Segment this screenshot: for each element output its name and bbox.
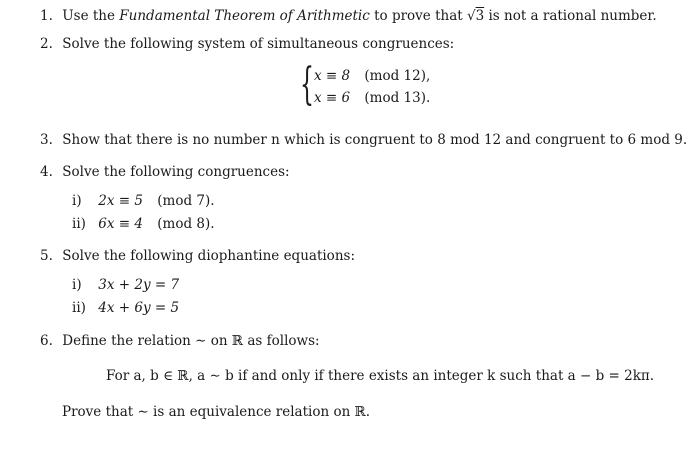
problem-4 — [40, 164, 290, 180]
sub-item-expr: 6x ≡ 4 — [98, 216, 143, 232]
problem-text: Solve the following congruences: — [62, 164, 290, 180]
sub-item-expr: 2x ≡ 5 — [98, 193, 143, 209]
problem-number: 1. — [40, 8, 53, 24]
system-lhs: x ≡ 6 — [314, 90, 351, 106]
problem-1 — [40, 8, 657, 24]
sqrt-symbol: √ — [466, 8, 476, 24]
problem-text: Solve the following diophantine equations: — [62, 248, 355, 264]
problem-text: is not a rational number. — [484, 8, 657, 24]
problem-number: 2. — [40, 36, 53, 52]
problem-number: 6. — [40, 333, 53, 349]
problem-text: Solve the following system of simultaneous congruences: — [62, 36, 455, 52]
sub-item — [72, 300, 179, 316]
sub-item-expr: 4x + 6y = 5 — [98, 300, 180, 316]
definition-text: For a, b ∈ ℝ, a ∼ b if and only if there exists an integer k such that a − b = 2kπ. — [106, 368, 655, 384]
problem-5 — [40, 248, 355, 264]
problem-text: Use the — [62, 8, 120, 24]
conclusion-text: Prove that ∼ is an equivalence relation on ℝ. — [62, 404, 371, 420]
system-row — [314, 68, 430, 84]
sqrt-argument: 3 — [475, 8, 485, 24]
system-row — [314, 90, 430, 106]
sub-item-mod: (mod 8). — [157, 216, 215, 232]
left-brace-icon: { — [300, 59, 314, 110]
problem-6 — [40, 333, 320, 349]
sub-item-label: ii) — [72, 216, 86, 232]
sub-item-mod: (mod 7). — [157, 193, 215, 209]
problem-text: Define the relation ∼ on ℝ as follows: — [62, 333, 320, 349]
problem-2 — [40, 36, 454, 52]
congruence-system — [300, 59, 500, 112]
conclusion — [62, 404, 370, 420]
sub-item-label: i) — [72, 277, 82, 293]
problem-3 — [40, 132, 687, 148]
problem-number: 5. — [40, 248, 53, 264]
sub-item — [72, 277, 179, 293]
sub-item-expr: 3x + 2y = 7 — [98, 277, 180, 293]
sub-item-label: ii) — [72, 300, 86, 316]
problem-text: to prove that — [369, 8, 467, 24]
theorem-name: Fundamental Theorem of Arithmetic — [119, 8, 370, 24]
relation-definition — [106, 368, 654, 384]
problem-text: Show that there is no number n which is congruent to 8 mod 12 and congruent to 6 mod 9. — [62, 132, 688, 148]
problem-number: 3. — [40, 132, 53, 148]
sub-item-label: i) — [72, 193, 82, 209]
system-lhs: x ≡ 8 — [314, 68, 351, 84]
system-mod: (mod 13). — [364, 90, 431, 106]
system-mod: (mod 12), — [364, 68, 431, 84]
sub-item — [72, 193, 215, 209]
problem-number: 4. — [40, 164, 53, 180]
sub-item — [72, 216, 215, 232]
